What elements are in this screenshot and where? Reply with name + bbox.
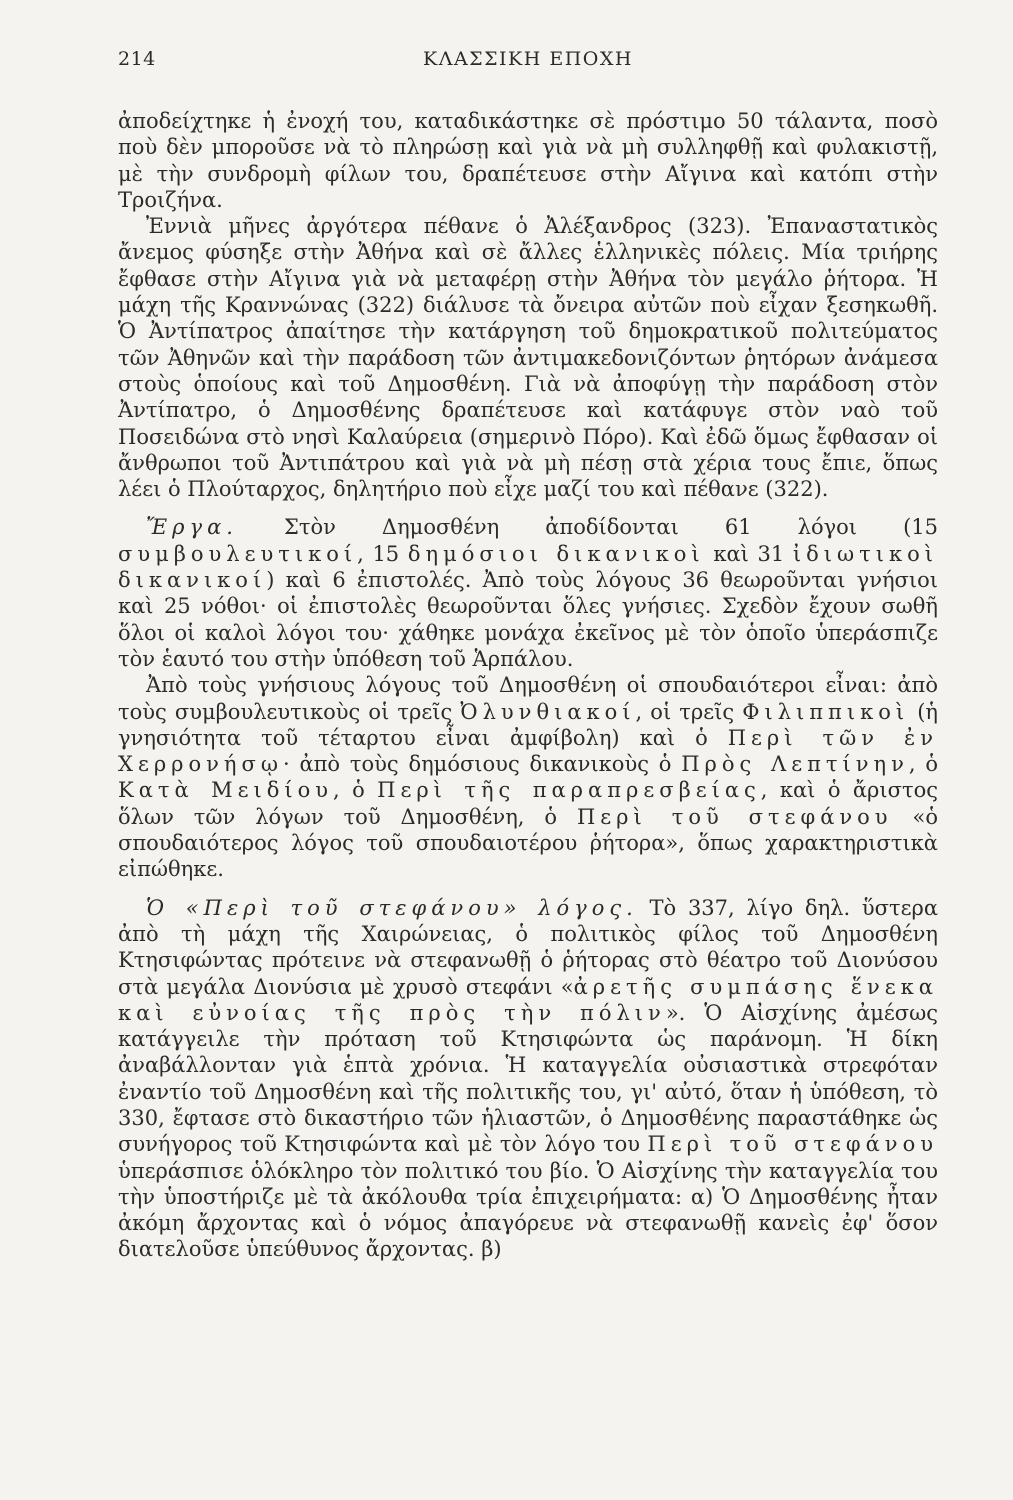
spaced-term: ἰδιωτικοὶ δικανικοί: [118, 541, 938, 593]
paragraph-1-text: ἀποδείχτηκε ἡ ἐνοχή του, καταδικάστηκε σὲ πρόστιμο 50 τάλαντα, ποσὸ ποὺ δὲν μποροῦσε νὰ τὸ πληρώσῃ καὶ γιὰ νὰ μὴ συλληφθῇ καὶ φυλακιστῇ, μὲ τὴν συνδρομὴ φίλων του, δραπέτευσε στὴν Αἴγινα καὶ κατόπι στὴν Τροιζήνα.: [118, 109, 938, 212]
text-run: Στὸν Δημοσθένη ἀποδίδονται 61 λόγοι (15: [237, 515, 938, 540]
paragraph-on-the-crown: [118, 895, 938, 1263]
speech-title: Περὶ τῆς παραπρεσβείας: [377, 778, 761, 803]
text-run: · ἀπὸ τοὺς δημόσιους δικανικοὺς ὁ: [282, 752, 682, 777]
paragraph-1: [118, 108, 938, 213]
text-run: ) καὶ 6 ἐπιστολές. Ἀπὸ τοὺς λόγους 36 θεωροῦνται γνήσιοι καὶ 25 νόθοι· οἱ ἐπιστολὲς θεωροῦνται ὅλες γνήσιες. Σχεδὸν ἔχουν σωθῆ ὅλοι οἱ καλοὶ λόγοι του· χάθηκε μονάχα ἐκεῖνος μὲ τὸν ὁποῖο ὑπεράσπιζε τὸν ἑαυτό του στὴν ὑπόθεση τοῦ Ἁρπάλου.: [118, 568, 938, 671]
text-run: , καὶ ὁ ἄριστος ὅλων τῶν λόγων τοῦ Δημοσθένη, ὁ: [118, 778, 938, 829]
text-run: καὶ 31: [704, 541, 793, 566]
speech-title: Ὀλυνθιακοί: [460, 699, 636, 724]
text-run: , οἱ τρεῖς: [635, 699, 743, 724]
speech-title: Περὶ τῶν ἐν Χερρονήσῳ: [118, 725, 938, 777]
speech-title: Περὶ τοῦ στεφάνου: [647, 1132, 938, 1157]
text-run: , ὁ: [908, 752, 938, 777]
speech-title: Πρὸς Λεπτίνην: [681, 752, 909, 777]
body-text: [118, 108, 938, 1263]
text-run: ὑπεράσπισε ὁλόκληρο τὸν πολιτικό του βίο. Ὁ Αἰσχίνης τὴν καταγγελία του τὴν ὑποστήριζε μὲ τὰ ἀκόλουθα τρία ἐπιχειρήματα: α) Ὁ Δημοσθένης ἦταν ἀκόμη ἄρχοντας καὶ ὁ νόμος ἀπαγόρευε νὰ στεφανωθῇ κανεὶς ἐφ' ὅσον διατελοῦσε ὑπεύθυνος ἄρχοντας. β): [118, 1158, 938, 1262]
paragraph-2-text: Ἐννιὰ μῆνες ἀργότερα πέθανε ὁ Ἀλέξανδρος (323). Ἐπαναστατικὸς ἄνεμος φύσηξε στὴν Ἀθήνα καὶ σὲ ἄλλες ἑλληνικὲς πόλεις. Μία τριήρης ἔφθασε στὴν Αἴγινα γιὰ νὰ μεταφέρῃ στὴν Ἀθήνα τὸν μεγάλο ῥήτορα. Ἡ μάχη τῆς Κραννώνας (322) διάλυσε τὰ ὄνειρα αὐτῶν ποὺ εἶχαν ξεσηκωθῆ. Ὁ Ἀντίπατρος ἀπαίτησε τὴν κατάργηση τοῦ δημοκρατικοῦ πολιτεύματος τῶν Ἀθηνῶν καὶ τὴν παράδοση τῶν ἀντιμακεδονιζόντων ῥητόρων ἀνάμεσα στοὺς ὁποίους καὶ τοῦ Δημοσθένη. Γιὰ νὰ ἀποφύγῃ τὴν παράδοση στὸν Ἀντίπατρο, ὁ Δημοσθένης δραπέτευσε καὶ κατάφυγε στὸν ναὸ τοῦ Ποσειδώνα στὸ νησὶ Καλαύρεια (σημερινὸ Πόρο). Καὶ ἐδῶ ὅμως ἔφθασαν οἱ ἄνθρωποι τοῦ Ἀντιπάτρου καὶ γιὰ νὰ μὴ πέσῃ στὰ χέρια τους ἔπιε, ὅπως λέει ὁ Πλούταρχος, δηλητήριο ποὺ εἶχε μαζί του καὶ πέθανε (322).: [118, 214, 938, 502]
paragraph-speeches: [118, 672, 938, 882]
text-run: ». Ὁ Αἰσχίνης ἀμέσως κατάγγειλε τὴν πρόταση τοῦ Κτησιφώντα ὡς παράνομη. Ἡ δίκη ἀναβάλλονταν γιὰ ἑπτὰ χρόνια. Ἡ καταγγελία οὐσιαστικὰ στρεφόταν ἐναντίο τοῦ Δημοσθένη καὶ τῆς πολιτικῆς του, γι' αὐτό, ὅταν ἡ ὑπόθεση, τὸ 330, ἔφτασε στὸ δικαστήριο τῶν ἡλιαστῶν, ὁ Δημοσθένης παραστάθηκε ὡς συνήγορος τοῦ Κτησιφώντα καὶ μὲ τὸν λόγο του: [118, 1000, 938, 1157]
text-run: , 15: [357, 541, 408, 566]
paragraph-works: [118, 514, 938, 672]
text-run: (ἡ γνησιότητα τοῦ τέταρτου εἶναι ἀμφίβολη) καὶ ὁ: [118, 699, 939, 750]
page-header: [118, 48, 938, 80]
spaced-term: συμβουλευτικοί: [118, 541, 358, 566]
text-run: Τὸ 337, λίγο δηλ. ὕστερα ἀπὸ τὴ μάχη τῆς Χαιρώνειας, ὁ πολιτικὸς φίλος τοῦ Δημοσθένη Κτησιφώντας πρότεινε νὰ στεφανωθῇ ὁ ῥήτορας στὸ θέατρο τοῦ Διονύσου στὰ μεγάλα Διονύσια μὲ χρυσὸ στεφάνι «: [118, 895, 939, 999]
paragraph-2: [118, 213, 938, 502]
text-run: «ὁ σπουδαιότερος λόγος τοῦ σπουδαιοτέρου ῥήτορα», ὅπως χαρακτηριστικὰ εἰπώθηκε.: [118, 804, 938, 882]
speech-title: Κατὰ Μειδίου: [118, 778, 333, 803]
speech-title: Περὶ τοῦ στεφάνου: [576, 804, 893, 829]
text-run: , ὁ: [332, 778, 378, 803]
page-number: 214: [118, 48, 156, 70]
running-title: ΚΛΑΣΣΙΚΗ ΕΠΟΧΗ: [423, 48, 633, 70]
text-run: Ἀπὸ τοὺς γνήσιους λόγους τοῦ Δημοσθένη οἱ σπουδαιότεροι εἶναι: ἀπὸ τοὺς συμβουλευτικοὺς οἱ τρεῖς: [118, 673, 938, 724]
section-heading-on-the-crown: Ὁ «Περὶ τοῦ στεφάνου» λόγος.: [146, 895, 638, 920]
speech-title: Φιλιππικοὶ: [742, 699, 910, 724]
section-heading-works: Ἔργα.: [146, 515, 238, 540]
quoted-formula: ἀρετῆς συμπάσης ἕνεκα καὶ εὐνοίας τῆς πρὸς τὴν πόλιν: [118, 974, 938, 1025]
spaced-term: δημόσιοι δικανικοὶ: [407, 541, 705, 566]
